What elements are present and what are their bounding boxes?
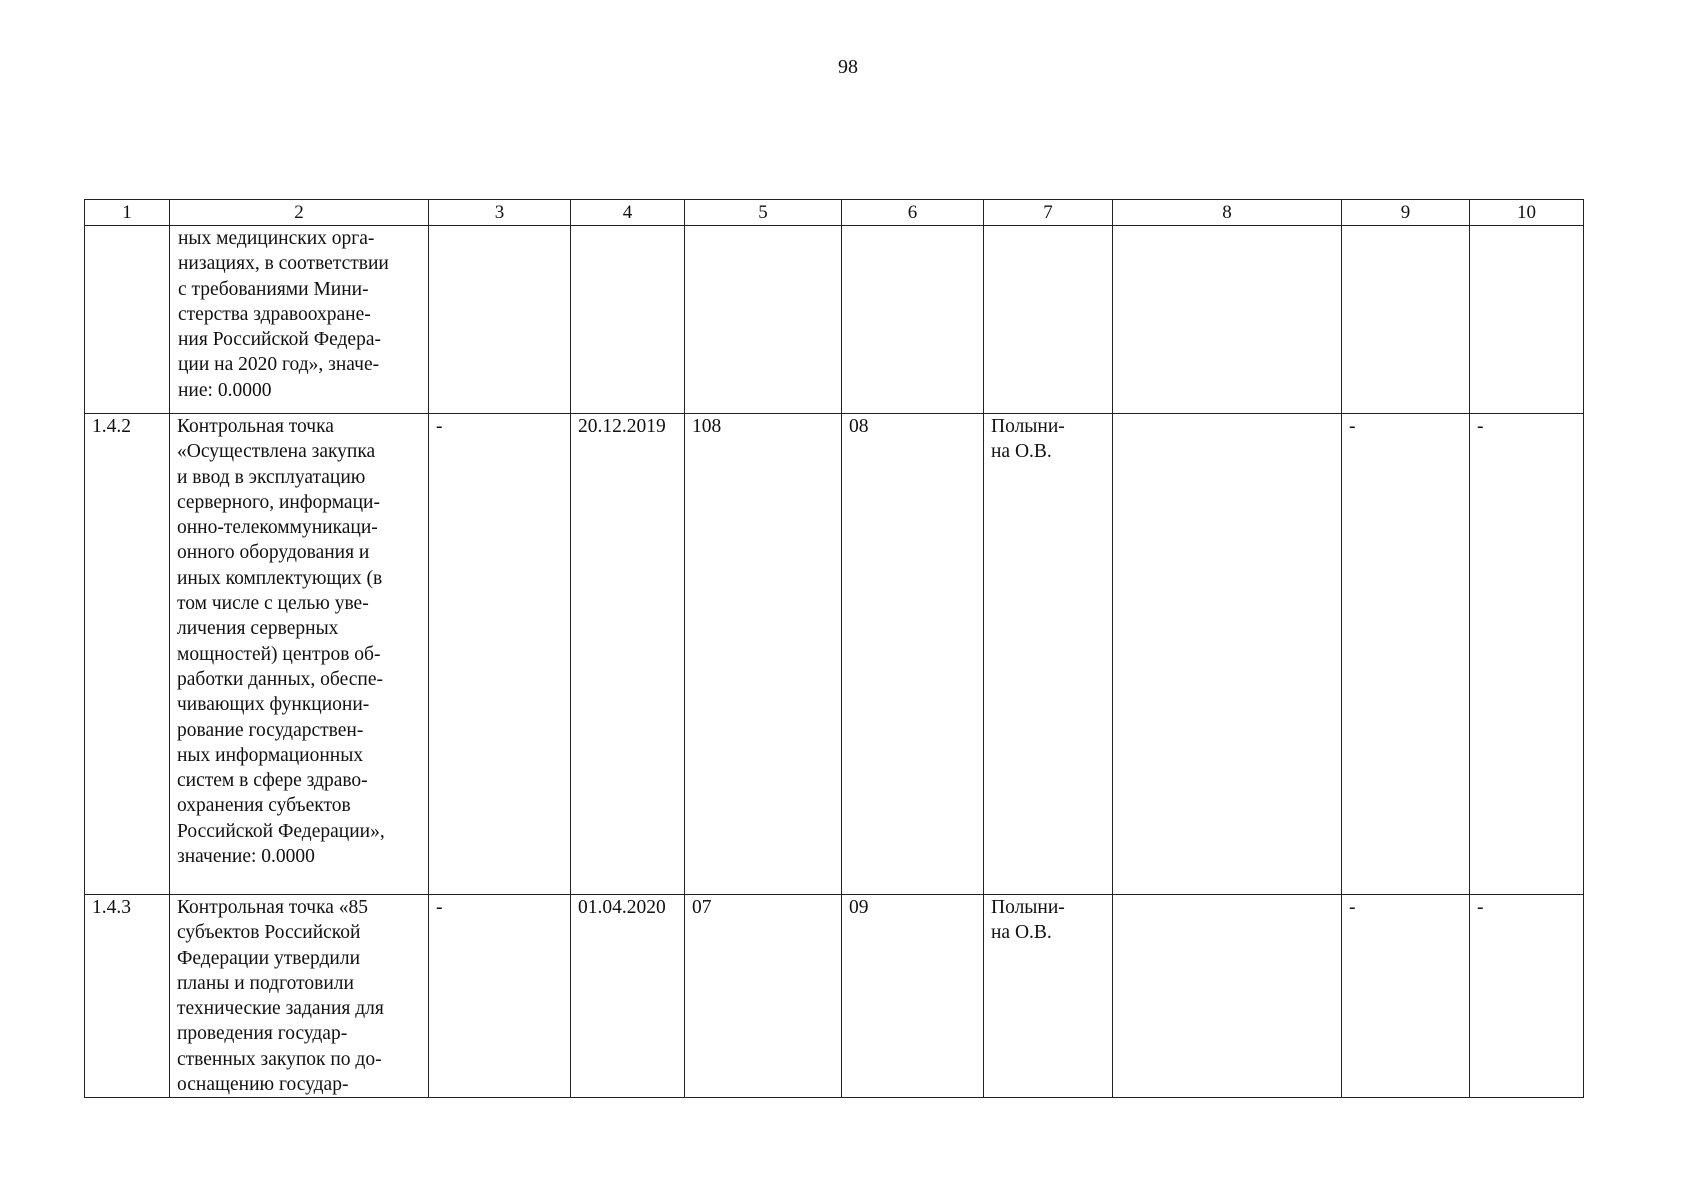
cell-col3 [429, 226, 571, 414]
cell-col5: 108 [685, 414, 842, 895]
text-line: на О.В. [991, 441, 1052, 463]
cell-col10 [1470, 226, 1584, 414]
column-header-7: 7 [984, 200, 1113, 226]
text-line: ние: 0.0000 [178, 379, 272, 401]
plan-table [84, 199, 1584, 1098]
text-line: субъектов Российской [177, 922, 361, 944]
text-line: технические задания для [177, 998, 384, 1020]
text-line: Полыни- [991, 897, 1065, 918]
text-line: значение: 0.0000 [177, 846, 315, 868]
table-row-continuation [85, 226, 1584, 414]
text-line: ных медицинских орга- [178, 228, 375, 249]
text-line: Контрольная точка [177, 416, 334, 437]
text-line: личения серверных [177, 618, 339, 640]
text-line: чивающих функциони- [177, 694, 370, 716]
cell-col5 [685, 226, 842, 414]
cell-description [170, 414, 429, 895]
cell-col6: 08 [842, 414, 984, 895]
text-line: с требованиями Мини- [178, 278, 369, 300]
text-line: иных комплектующих (в [177, 567, 383, 589]
cell-col8 [1113, 226, 1342, 414]
text-line: оснащению государ- [177, 1074, 349, 1096]
cell-number: 1.4.2 [85, 414, 170, 895]
cell-number: 1.4.3 [85, 895, 170, 1098]
column-header-3: 3 [429, 200, 571, 226]
column-header-10: 10 [1470, 200, 1584, 226]
cell-description [170, 226, 429, 414]
text-line: ния Российской Федера- [178, 329, 381, 351]
cell-col3: - [429, 895, 571, 1098]
cell-number [85, 226, 170, 414]
text-line: «Осуществлена закупка [177, 441, 376, 463]
column-header-5: 5 [685, 200, 842, 226]
cell-col5: 07 [685, 895, 842, 1098]
text-line: серверного, информаци- [177, 491, 380, 513]
cell-col10: - [1470, 895, 1584, 1098]
text-line: низациях, в соответствии [178, 253, 389, 275]
column-header-8: 8 [1113, 200, 1342, 226]
table-row [85, 895, 1584, 1098]
text-line: рование государствен- [177, 719, 364, 741]
text-line: ных информационных [177, 744, 364, 766]
column-header-9: 9 [1342, 200, 1470, 226]
cell-col9: - [1342, 895, 1470, 1098]
cell-col7 [984, 226, 1113, 414]
text-line: Полыни- [991, 416, 1065, 437]
column-header-6: 6 [842, 200, 984, 226]
text-line: проведения государ- [177, 1023, 348, 1045]
cell-col6: 09 [842, 895, 984, 1098]
column-header-1: 1 [85, 200, 170, 226]
text-line: и ввод в эксплуатацию [177, 466, 366, 488]
text-line: охранения субъектов [177, 795, 351, 817]
text-line: онно-телекоммуникаци- [177, 517, 378, 539]
cell-col9: - [1342, 414, 1470, 895]
text-line: Федерации утвердили [177, 947, 361, 969]
table-row [85, 414, 1584, 895]
text-line: Контрольная точка «85 [177, 897, 369, 918]
text-line: мощностей) центров об- [177, 643, 381, 665]
cell-col9 [1342, 226, 1470, 414]
cell-col3: - [429, 414, 571, 895]
text-line: на О.В. [991, 922, 1052, 944]
text-line: Российской Федерации», [177, 820, 385, 842]
text-line: систем в сфере здраво- [177, 770, 368, 792]
text-line: ственных закупок по до- [177, 1048, 382, 1070]
cell-date: 20.12.2019 [571, 414, 685, 895]
cell-col4 [571, 226, 685, 414]
text-line: стерства здравоохране- [178, 303, 371, 325]
cell-responsible [984, 895, 1113, 1098]
cell-col8 [1113, 895, 1342, 1098]
text-line: планы и подготовили [177, 972, 354, 994]
page-number: 98 [838, 56, 858, 78]
table-header-row [85, 200, 1584, 226]
text-line: онного оборудования и [177, 542, 370, 564]
cell-responsible [984, 414, 1113, 895]
cell-col8 [1113, 414, 1342, 895]
text-line: том числе с целью уве- [177, 593, 369, 615]
text-line: работки данных, обеспе- [177, 668, 383, 690]
column-header-4: 4 [571, 200, 685, 226]
text-line: ции на 2020 год», значе- [178, 354, 380, 376]
cell-description [170, 895, 429, 1098]
cell-col10: - [1470, 414, 1584, 895]
cell-date: 01.04.2020 [571, 895, 685, 1098]
column-header-2: 2 [170, 200, 429, 226]
cell-col6 [842, 226, 984, 414]
